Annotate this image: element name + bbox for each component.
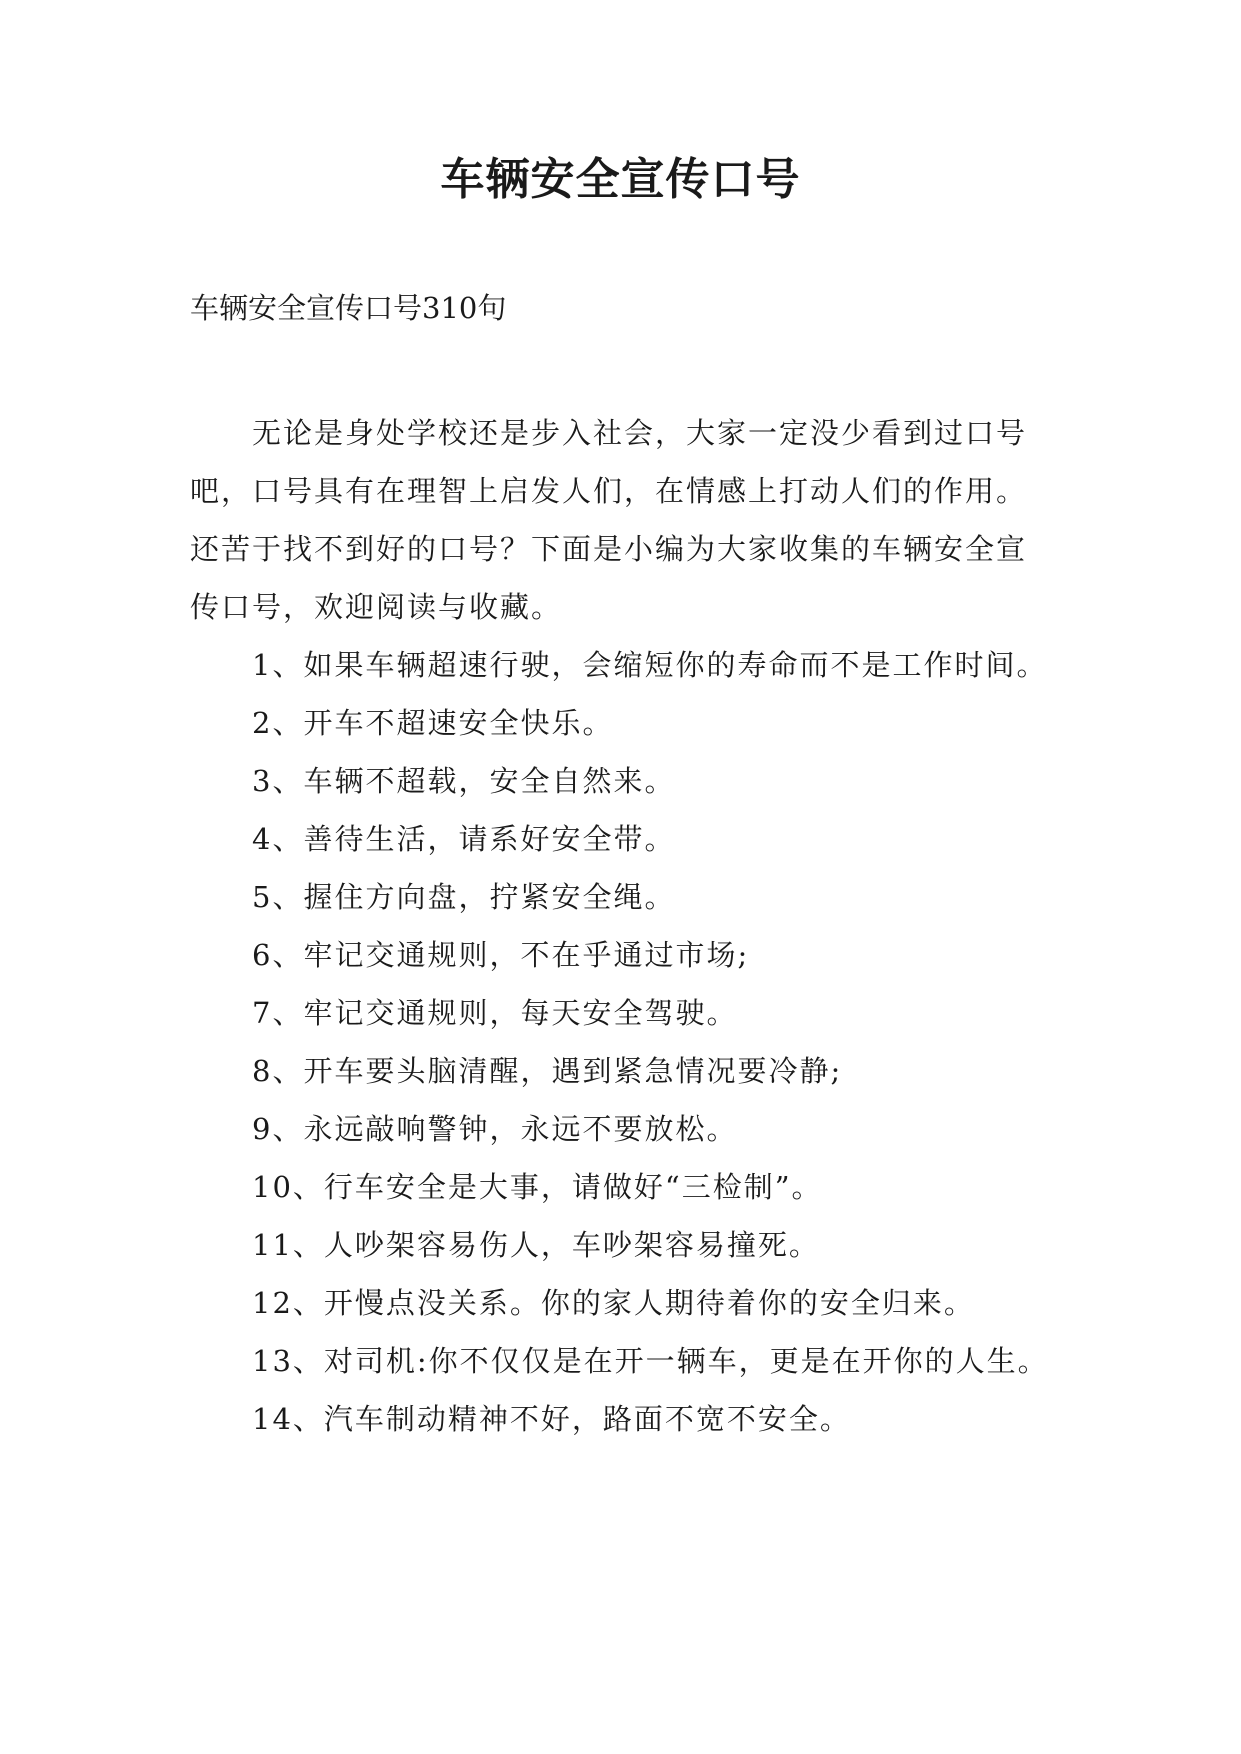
document-title: 车辆安全宣传口号: [440, 154, 801, 205]
slogan-item: 11、人吵架容易伤人，车吵架容易撞死。: [252, 1228, 820, 1262]
intro-paragraph: 无论是身处学校还是步入社会，大家一定没少看到过口号吧，口号具有在理智上启发人们，在情感上打动人们的作用。还苦于找不到好的口号？下面是小编为大家收集的车辆安全宣传口号，欢迎阅读与收藏。: [190, 416, 1028, 624]
slogan-item: 1、如果车辆超速行驶，会缩短你的寿命而不是工作时间。: [252, 648, 1048, 682]
slogan-item: 3、车辆不超载，安全自然来。: [252, 764, 676, 798]
slogan-item: 2、开车不超速安全快乐。: [252, 706, 614, 740]
slogan-item: 14、汽车制动精神不好，路面不宽不安全。: [252, 1402, 851, 1436]
slogan-item: 8、开车要头脑清醒，遇到紧急情况要冷静;: [252, 1054, 843, 1088]
slogan-item: 6、牢记交通规则，不在乎通过市场;: [252, 938, 750, 972]
slogan-item: 13、对司机:你不仅仅是在开一辆车，更是在开你的人生。: [252, 1344, 1049, 1378]
slogan-item: 10、行车安全是大事，请做好“三检制”。: [252, 1170, 823, 1204]
document-body: [190, 404, 1052, 1448]
document-subtitle: 车辆安全宣传口号310句: [190, 291, 507, 325]
slogan-item: 5、握住方向盘，拧紧安全绳。: [252, 880, 676, 914]
slogan-item: 7、牢记交通规则，每天安全驾驶。: [252, 996, 738, 1030]
slogan-item: 12、开慢点没关系。你的家人期待着你的安全归来。: [252, 1286, 975, 1320]
slogan-item: 9、永远敲响警钟，永远不要放松。: [252, 1112, 738, 1146]
slogan-item: 4、善待生活，请系好安全带。: [252, 822, 676, 856]
